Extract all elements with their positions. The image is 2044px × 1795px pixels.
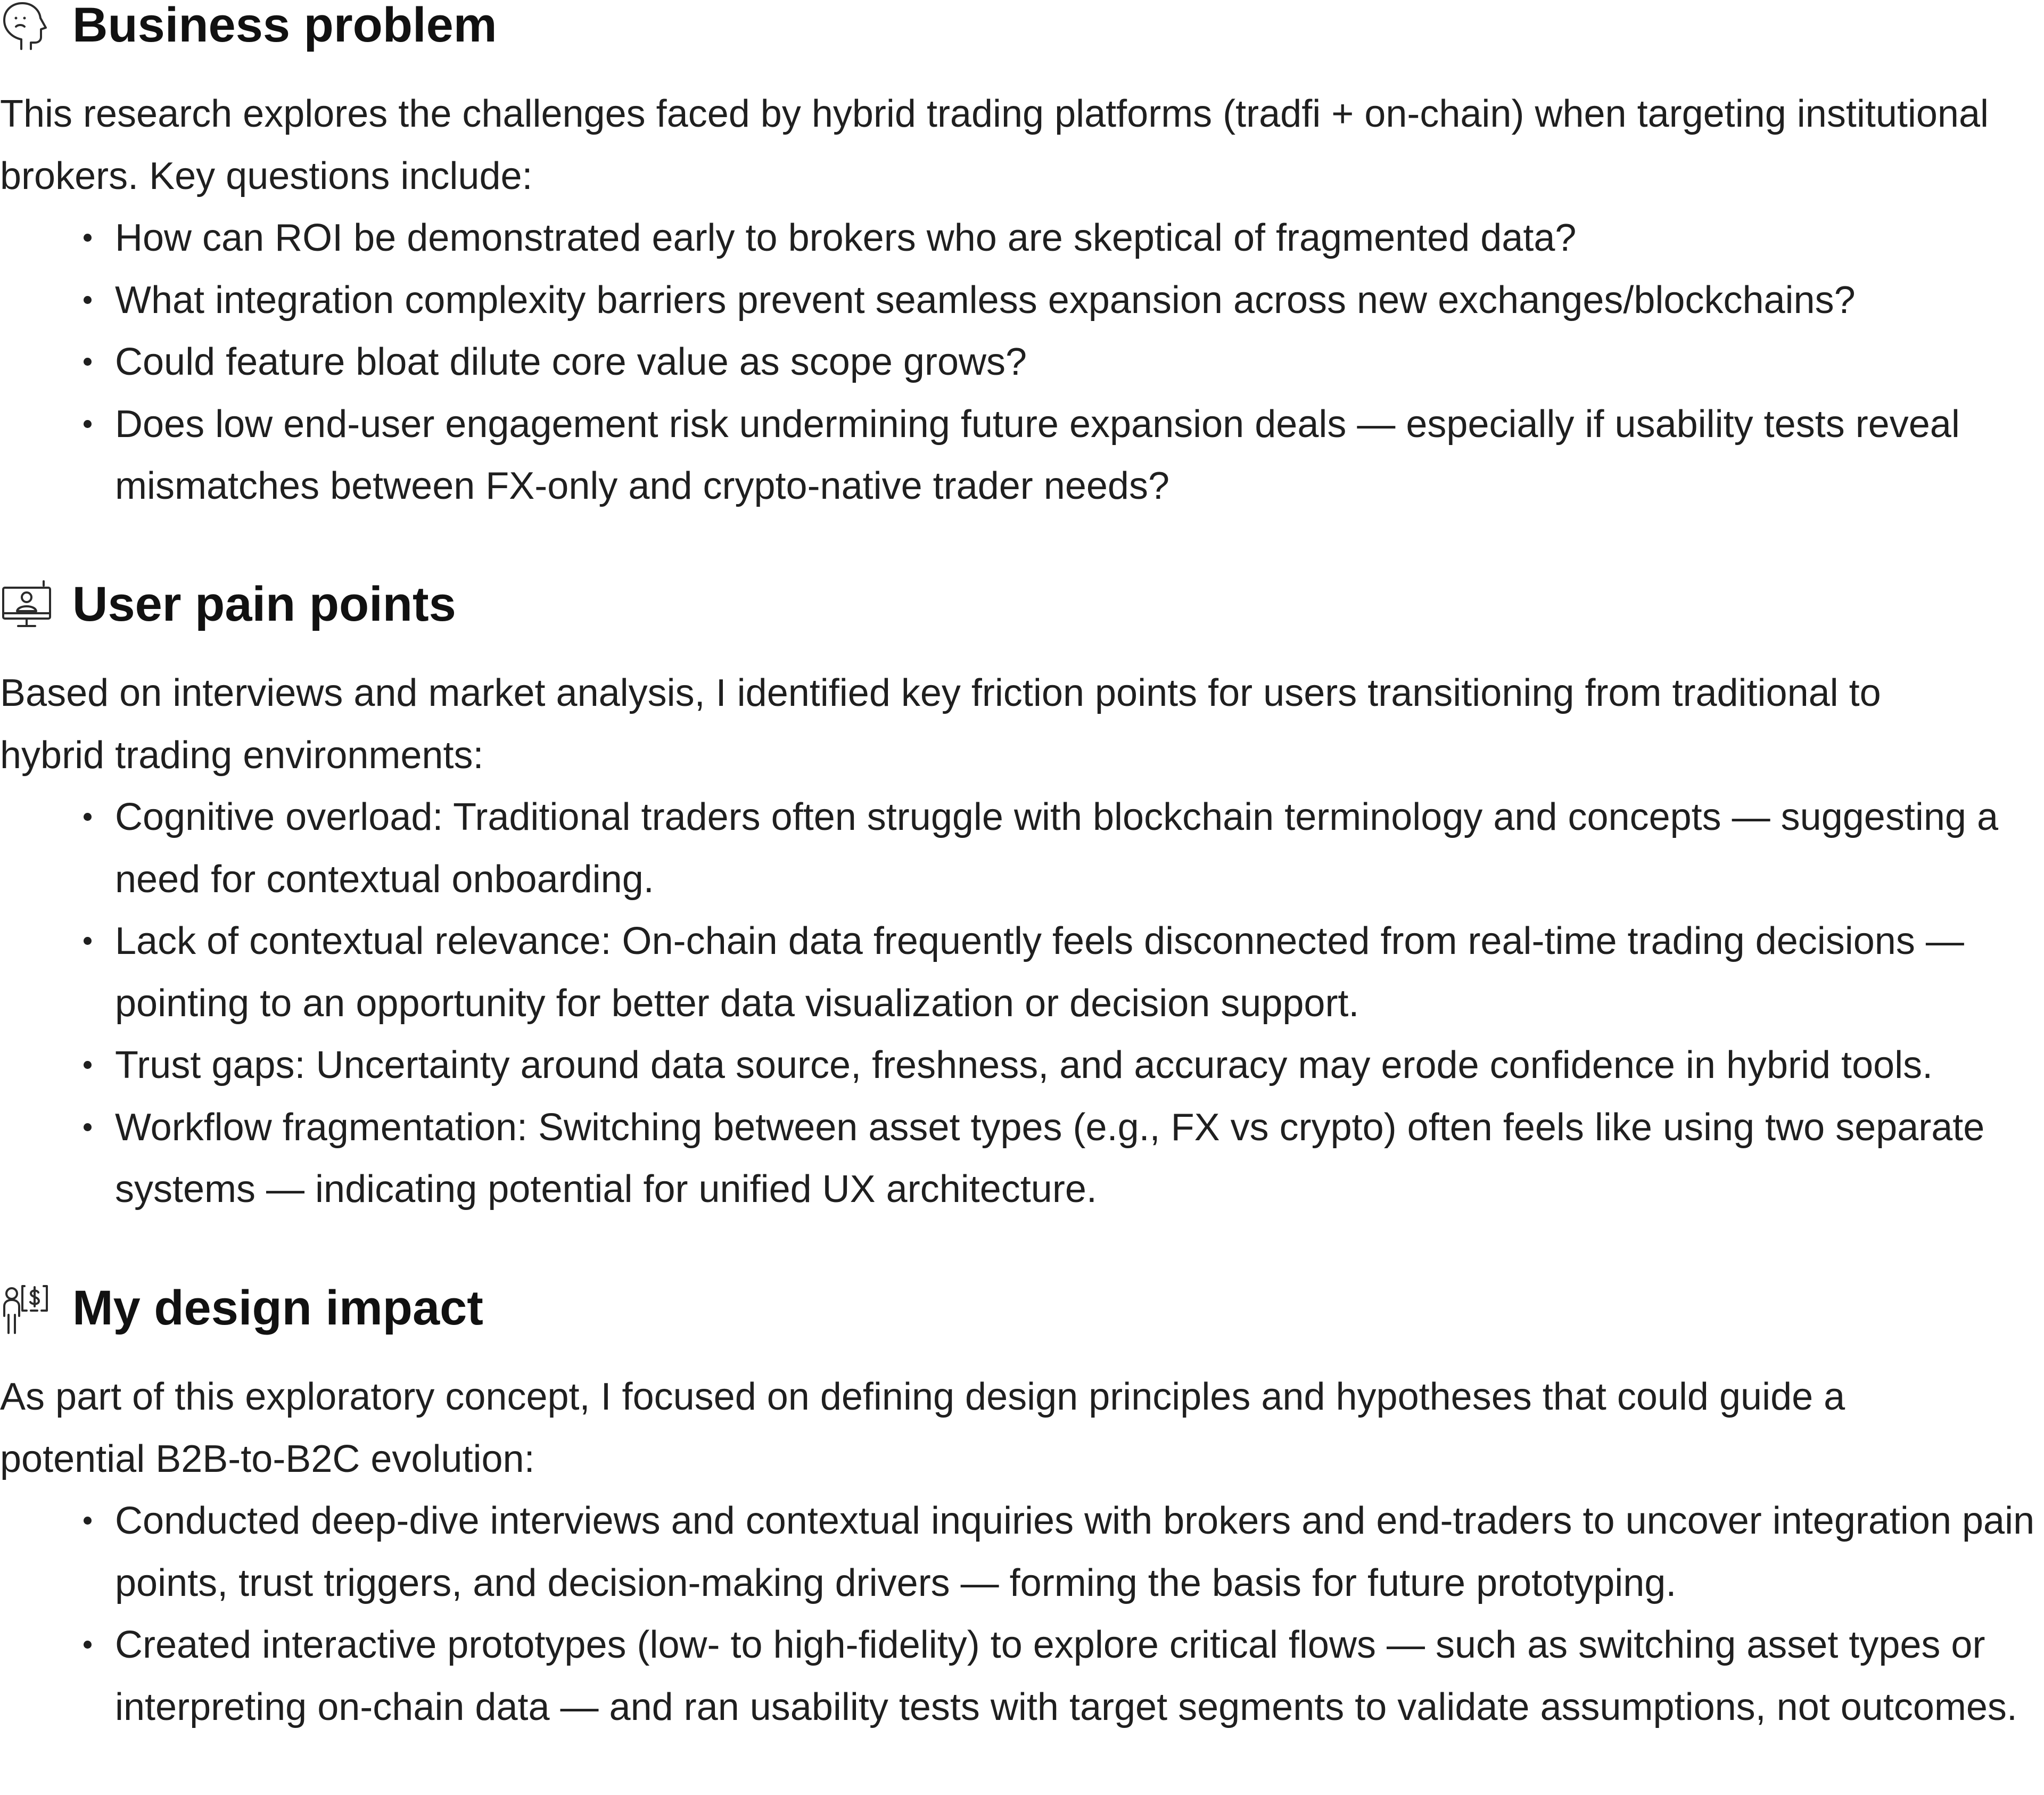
section-heading bbox=[0, 579, 2044, 638]
section-user-pain-points bbox=[0, 579, 2044, 1221]
section-intro: Based on interviews and market analysis, I identified key friction points for users transitioning from traditional to hybrid trading environments: bbox=[0, 672, 1881, 777]
confused-head-icon bbox=[0, 0, 53, 53]
section-title: Business problem bbox=[72, 0, 497, 52]
bullet-list bbox=[0, 207, 2044, 517]
list-item: Cognitive overload: Traditional traders often struggle with blockchain terminology and concepts — suggesting a need for contextual onboarding. bbox=[115, 786, 2044, 910]
list-item: Workflow fragmentation: Switching between asset types (e.g., FX vs crypto) often feels like using two separate systems — indicating potential for unified UX architecture. bbox=[115, 1097, 2044, 1221]
list-item: How can ROI be demonstrated early to brokers who are skeptical of fragmented data? bbox=[115, 207, 2044, 269]
list-item: What integration complexity barriers prevent seamless expansion across new exchanges/blockchains? bbox=[115, 269, 2044, 332]
bullet-list bbox=[0, 786, 2044, 1221]
section-heading bbox=[0, 1283, 2044, 1341]
section-business-problem bbox=[0, 0, 2044, 517]
section-heading bbox=[0, 0, 2044, 59]
section-title: My design impact bbox=[72, 1281, 483, 1335]
person-money-icon bbox=[0, 1283, 53, 1336]
list-item: Conducted deep-dive interviews and contextual inquiries with brokers and end-traders to uncover integration pain points, trust triggers, and decision-making drivers — forming the basis for future prototyping. bbox=[115, 1490, 2044, 1614]
section-intro: This research explores the challenges faced by hybrid trading platforms (tradfi + on-chain) when targeting institutional brokers. Key questions include: bbox=[0, 93, 1989, 197]
section-my-design-impact bbox=[0, 1283, 2044, 1738]
section-title: User pain points bbox=[72, 577, 456, 631]
bullet-list bbox=[0, 1490, 2044, 1738]
list-item: Trust gaps: Uncertainty around data source, freshness, and accuracy may erode confidence in hybrid tools. bbox=[115, 1034, 2044, 1097]
user-monitor-icon bbox=[0, 579, 53, 632]
list-item: Lack of contextual relevance: On-chain data frequently feels disconnected from real-time trading decisions — pointing to an opportunity for better data visualization or decision support. bbox=[115, 910, 2044, 1034]
section-intro: As part of this exploratory concept, I focused on defining design principles and hypotheses that could guide a potential B2B-to-B2C evolution: bbox=[0, 1376, 1845, 1480]
list-item: Does low end-user engagement risk undermining future expansion deals — especially if usability tests reveal mismatches between FX-only and crypto-native trader needs? bbox=[115, 393, 2044, 517]
list-item: Created interactive prototypes (low- to high-fidelity) to explore critical flows — such as switching asset types or interpreting on-chain data — and ran usability tests with target segments to validate assumptions, not outcomes. bbox=[115, 1614, 2044, 1738]
list-item: Could feature bloat dilute core value as scope grows? bbox=[115, 331, 2044, 393]
